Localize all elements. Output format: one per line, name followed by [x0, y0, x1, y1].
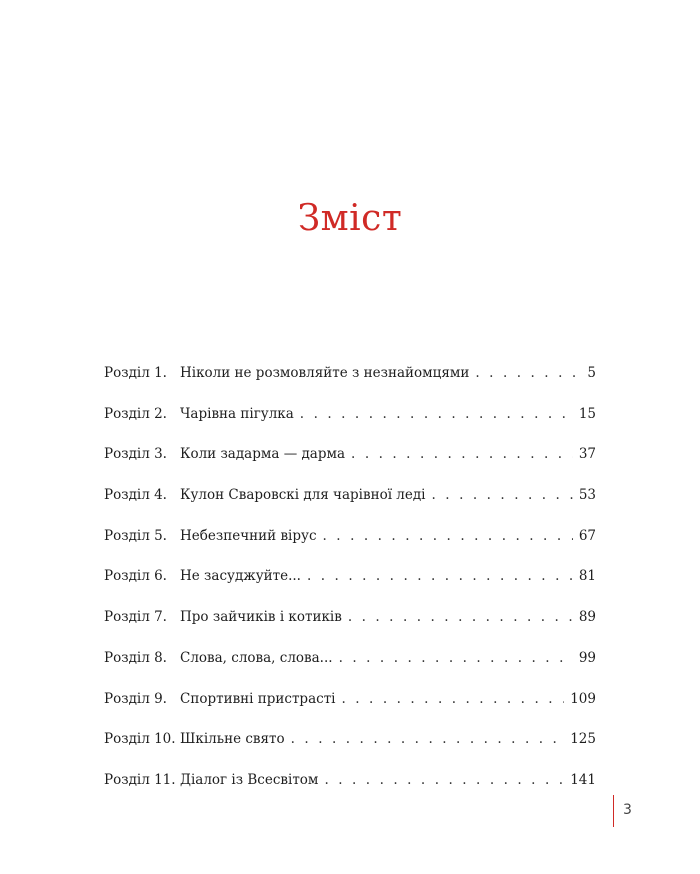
chapter-label: Розділ 3. — [104, 446, 167, 463]
page-number: 67 — [578, 527, 596, 544]
dot-leader — [339, 648, 573, 668]
chapter-label: Розділ 10. — [104, 731, 176, 748]
page-number: 81 — [578, 568, 596, 585]
dot-leader — [291, 729, 565, 749]
page-number: 89 — [578, 609, 596, 626]
toc-row — [104, 485, 596, 526]
chapter-title: Не засуджуйте... — [180, 568, 301, 585]
chapter-title: Чарівна пігулка — [180, 405, 294, 422]
page-number: 5 — [587, 365, 596, 381]
toc-row — [104, 770, 596, 811]
toc-row — [104, 648, 596, 689]
chapter-title: Кулон Сваровскі для чарівної леді — [180, 487, 426, 504]
chapter-title: Діалог із Всесвітом — [180, 771, 319, 788]
dot-leader — [351, 444, 573, 464]
chapter-label: Розділ 6. — [104, 568, 167, 585]
toc-row — [104, 404, 596, 445]
page-number: 125 — [570, 731, 596, 748]
page-number: 53 — [578, 487, 596, 504]
chapter-title: Слова, слова, слова... — [180, 649, 333, 666]
toc-row — [104, 444, 596, 485]
chapter-label: Розділ 2. — [104, 405, 167, 422]
page-title: Зміст — [297, 198, 403, 239]
chapter-title: Про зайчиків і котиків — [180, 609, 342, 626]
dot-leader — [341, 689, 564, 709]
page-number: 99 — [578, 649, 596, 666]
chapter-title: Небезпечний вірус — [180, 527, 317, 544]
chapter-title: Ніколи не розмовляйте з незнайомцями — [180, 365, 470, 381]
toc-row — [104, 526, 596, 567]
chapter-label: Розділ 4. — [104, 487, 167, 504]
dot-leader — [475, 363, 581, 383]
chapter-label: Розділ 11. — [104, 771, 176, 788]
toc-row — [104, 566, 596, 607]
toc-row — [104, 363, 596, 404]
dot-leader — [323, 526, 573, 546]
page-number: 37 — [578, 446, 596, 463]
chapter-label: Розділ 9. — [104, 690, 167, 707]
chapter-label: Розділ 5. — [104, 527, 167, 544]
dot-leader — [348, 607, 573, 627]
page-number: 141 — [570, 771, 596, 788]
chapter-label: Розділ 7. — [104, 609, 167, 626]
page-number: 15 — [578, 405, 596, 422]
toc-row — [104, 607, 596, 648]
page-folio: 3 — [623, 802, 632, 818]
folio-rule — [613, 795, 614, 827]
chapter-title: Коли задарма — дарма — [180, 446, 346, 463]
table-of-contents — [104, 363, 596, 811]
chapter-label: Розділ 1. — [104, 365, 167, 381]
dot-leader — [324, 770, 564, 790]
chapter-title: Спортивні пристрасті — [180, 690, 336, 707]
dot-leader — [300, 404, 573, 424]
chapter-title: Шкільне свято — [180, 731, 285, 748]
chapter-label: Розділ 8. — [104, 649, 167, 666]
toc-row — [104, 729, 596, 770]
toc-row — [104, 689, 596, 730]
dot-leader — [307, 566, 573, 586]
dot-leader — [432, 485, 573, 505]
page-number: 109 — [570, 690, 596, 707]
